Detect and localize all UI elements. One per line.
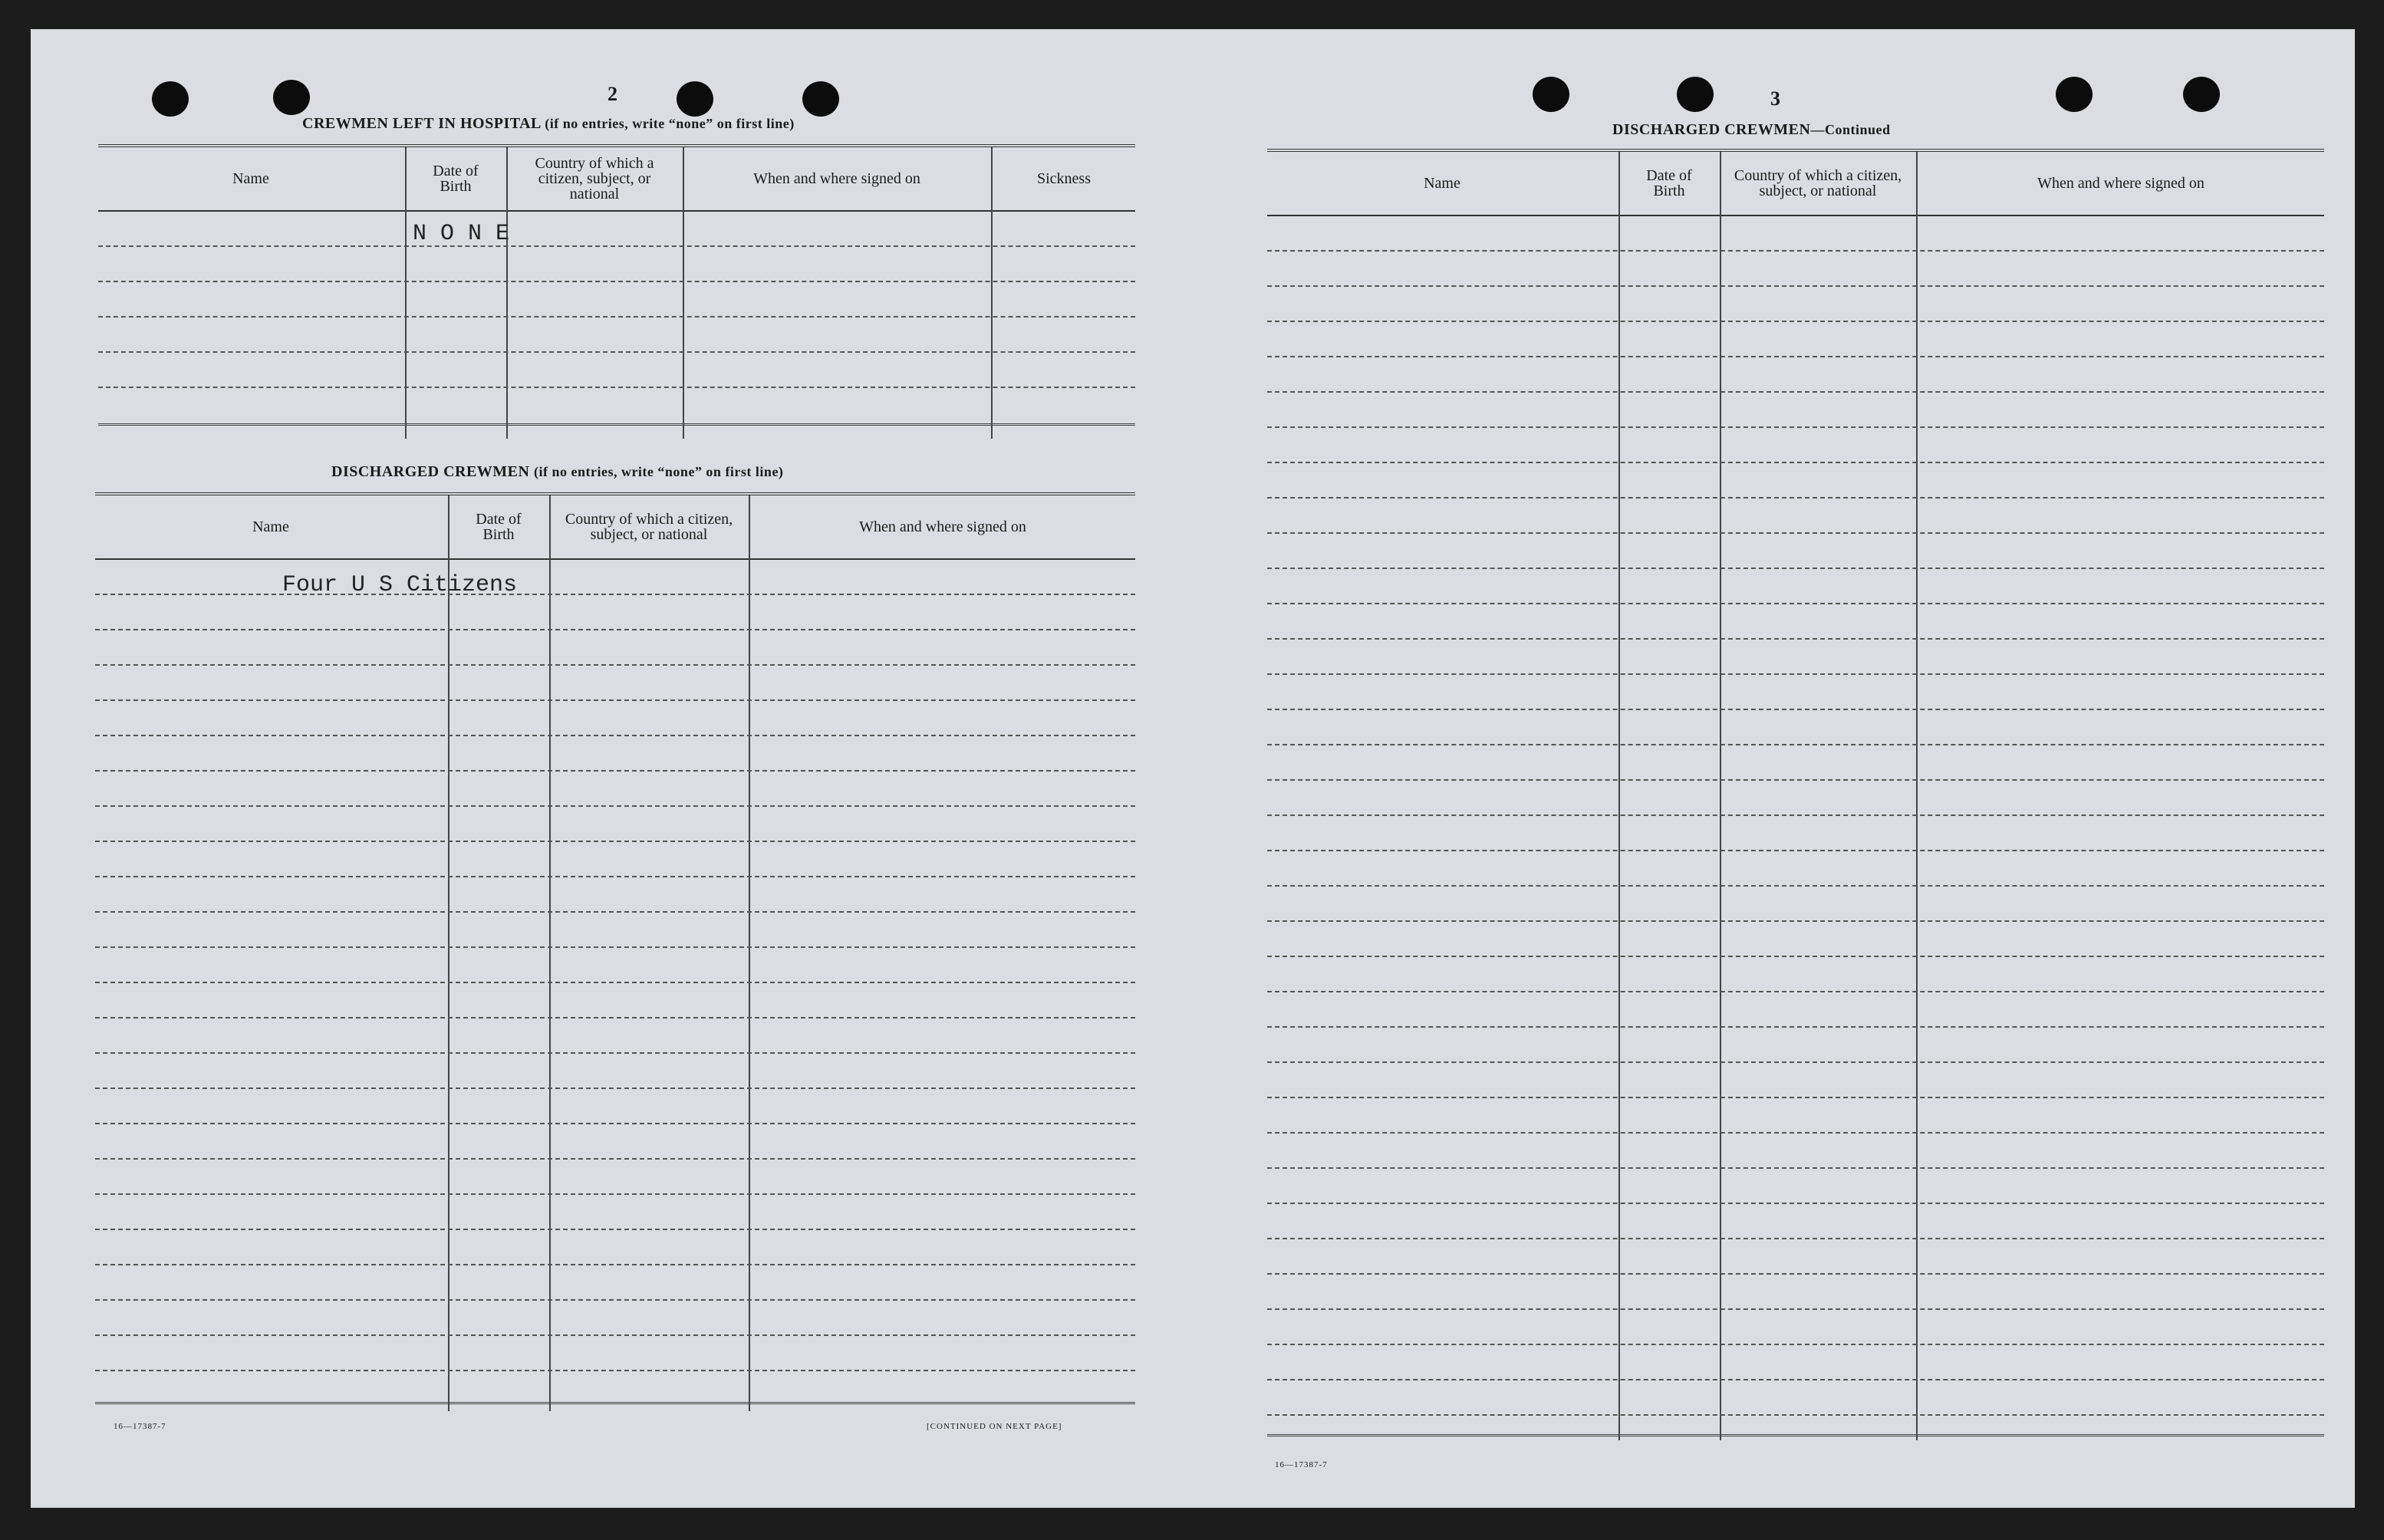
entry-line <box>1267 1097 2324 1098</box>
divider <box>1916 152 1918 1440</box>
divider <box>991 147 993 439</box>
entry-line <box>95 594 1135 595</box>
discharged-table-right <box>1267 149 2324 1440</box>
punch-hole <box>677 81 713 117</box>
entry-line <box>95 911 1135 913</box>
divider <box>448 495 449 1411</box>
entry-line <box>1267 1203 2324 1204</box>
entry-line <box>1267 1414 2324 1416</box>
entry-line <box>1267 250 2324 252</box>
hospital-title-note: (if no entries, write “none” on first line) <box>545 116 795 131</box>
entry-line <box>1267 1379 2324 1380</box>
col-country: Country of which a citizen, subject, or national <box>565 511 733 543</box>
punch-hole <box>1533 77 1569 112</box>
entry-line <box>95 699 1135 701</box>
punch-hole <box>2056 77 2093 112</box>
hospital-title-text: CREWMEN LEFT IN HOSPITAL <box>302 115 541 132</box>
col-name: Name <box>232 170 269 187</box>
entry-line <box>1267 356 2324 357</box>
entry-line <box>95 629 1135 630</box>
entry-line <box>1267 956 2324 957</box>
col-date-of-birth: Date of Birth <box>1646 167 1692 199</box>
col-sickness: Sickness <box>1037 170 1091 187</box>
col-date-of-birth: Date of Birth <box>476 511 522 543</box>
entry-line <box>95 1193 1135 1195</box>
entry-line <box>95 1017 1135 1018</box>
table-bottom-rule <box>1267 1434 2324 1436</box>
entry-line <box>1267 426 2324 428</box>
entry-line <box>1267 885 2324 887</box>
divider <box>1618 152 1620 1440</box>
entry-line <box>1267 1026 2324 1028</box>
col-signed-on: When and where signed on <box>859 518 1026 535</box>
entry-line <box>95 1299 1135 1301</box>
entry-line <box>95 805 1135 807</box>
entry-line <box>1267 814 2324 816</box>
entry-line <box>95 1370 1135 1371</box>
entry-line <box>95 1264 1135 1265</box>
hospital-entry: N O N E <box>413 221 510 247</box>
divider <box>683 147 684 439</box>
col-name: Name <box>252 518 289 535</box>
entry-line <box>1267 1167 2324 1169</box>
entry-line <box>1267 532 2324 534</box>
entry-line <box>1267 391 2324 393</box>
entry-line <box>1267 603 2324 604</box>
entry-line <box>95 1123 1135 1124</box>
entry-line <box>98 245 1135 247</box>
document-sheet <box>31 29 2355 1508</box>
entry-line <box>95 876 1135 877</box>
entry-line <box>1267 991 2324 992</box>
divider <box>1720 152 1721 1440</box>
entry-line <box>1267 709 2324 710</box>
punch-hole <box>1677 77 1714 112</box>
entry-line <box>98 351 1135 353</box>
entry-line <box>95 664 1135 666</box>
col-name: Name <box>1424 175 1460 192</box>
entry-line <box>95 946 1135 948</box>
entry-line <box>98 281 1135 282</box>
entry-line <box>95 1088 1135 1089</box>
entry-line <box>1267 321 2324 322</box>
col-signed-on: When and where signed on <box>2037 175 2205 192</box>
continued-note: [CONTINUED ON NEXT PAGE] <box>927 1422 1062 1431</box>
discharged-table-header <box>95 495 1135 560</box>
entry-line <box>1267 850 2324 851</box>
right-table-header <box>1267 152 2324 216</box>
right-title-suffix: —Continued <box>1810 122 1891 137</box>
entry-line <box>1267 1238 2324 1239</box>
entry-line <box>1267 1308 2324 1310</box>
entry-line <box>98 316 1135 318</box>
entry-line <box>95 841 1135 842</box>
hospital-table-header <box>98 147 1135 212</box>
entry-line <box>95 735 1135 736</box>
divider <box>405 147 407 439</box>
punch-hole <box>2183 77 2220 112</box>
entry-line <box>1267 744 2324 745</box>
entry-line <box>1267 1344 2324 1345</box>
entry-line <box>1267 638 2324 640</box>
entry-line <box>1267 1061 2324 1063</box>
divider <box>506 147 508 439</box>
entry-line <box>95 1052 1135 1054</box>
punch-hole <box>802 81 839 117</box>
punch-hole <box>273 80 310 115</box>
col-signed-on: When and where signed on <box>753 170 920 187</box>
entry-line <box>95 770 1135 772</box>
page-number-left: 2 <box>608 83 617 105</box>
form-number-left: 16—17387-7 <box>114 1422 166 1431</box>
discharged-section-title <box>331 463 783 481</box>
divider <box>749 495 750 1411</box>
entry-line <box>1267 568 2324 569</box>
entry-line <box>95 1158 1135 1160</box>
entry-line <box>95 1334 1135 1336</box>
entry-line <box>95 1229 1135 1230</box>
hospital-section-title <box>302 115 795 133</box>
right-section-title <box>1612 121 1891 139</box>
entry-line <box>1267 462 2324 463</box>
page-number-right: 3 <box>1770 87 1780 110</box>
entry-line <box>1267 1273 2324 1275</box>
col-country: Country of which a citizen, subject, or national <box>1734 167 1902 199</box>
col-date-of-birth: Date of Birth <box>433 163 479 195</box>
punch-hole <box>152 81 189 117</box>
entry-line <box>1267 497 2324 499</box>
entry-line <box>1267 779 2324 781</box>
col-country: Country of which a citizen, subject, or national <box>535 155 654 202</box>
table-bottom-rule <box>95 1402 1135 1404</box>
right-title-text: DISCHARGED CREWMEN <box>1612 121 1811 138</box>
form-number-right: 16—17387-7 <box>1275 1460 1328 1469</box>
entry-line <box>1267 920 2324 922</box>
divider <box>549 495 551 1411</box>
entry-line <box>95 982 1135 983</box>
entry-line <box>98 423 1135 426</box>
discharged-table-left <box>95 492 1135 1411</box>
hospital-table <box>98 144 1135 439</box>
entry-line <box>98 387 1135 388</box>
discharged-entry: Four U S Citizens <box>282 572 518 598</box>
discharged-title-text: DISCHARGED CREWMEN <box>331 463 530 480</box>
entry-line <box>1267 285 2324 287</box>
discharged-title-note: (if no entries, write “none” on first line) <box>533 464 784 479</box>
entry-line <box>1267 1132 2324 1134</box>
entry-line <box>1267 673 2324 675</box>
